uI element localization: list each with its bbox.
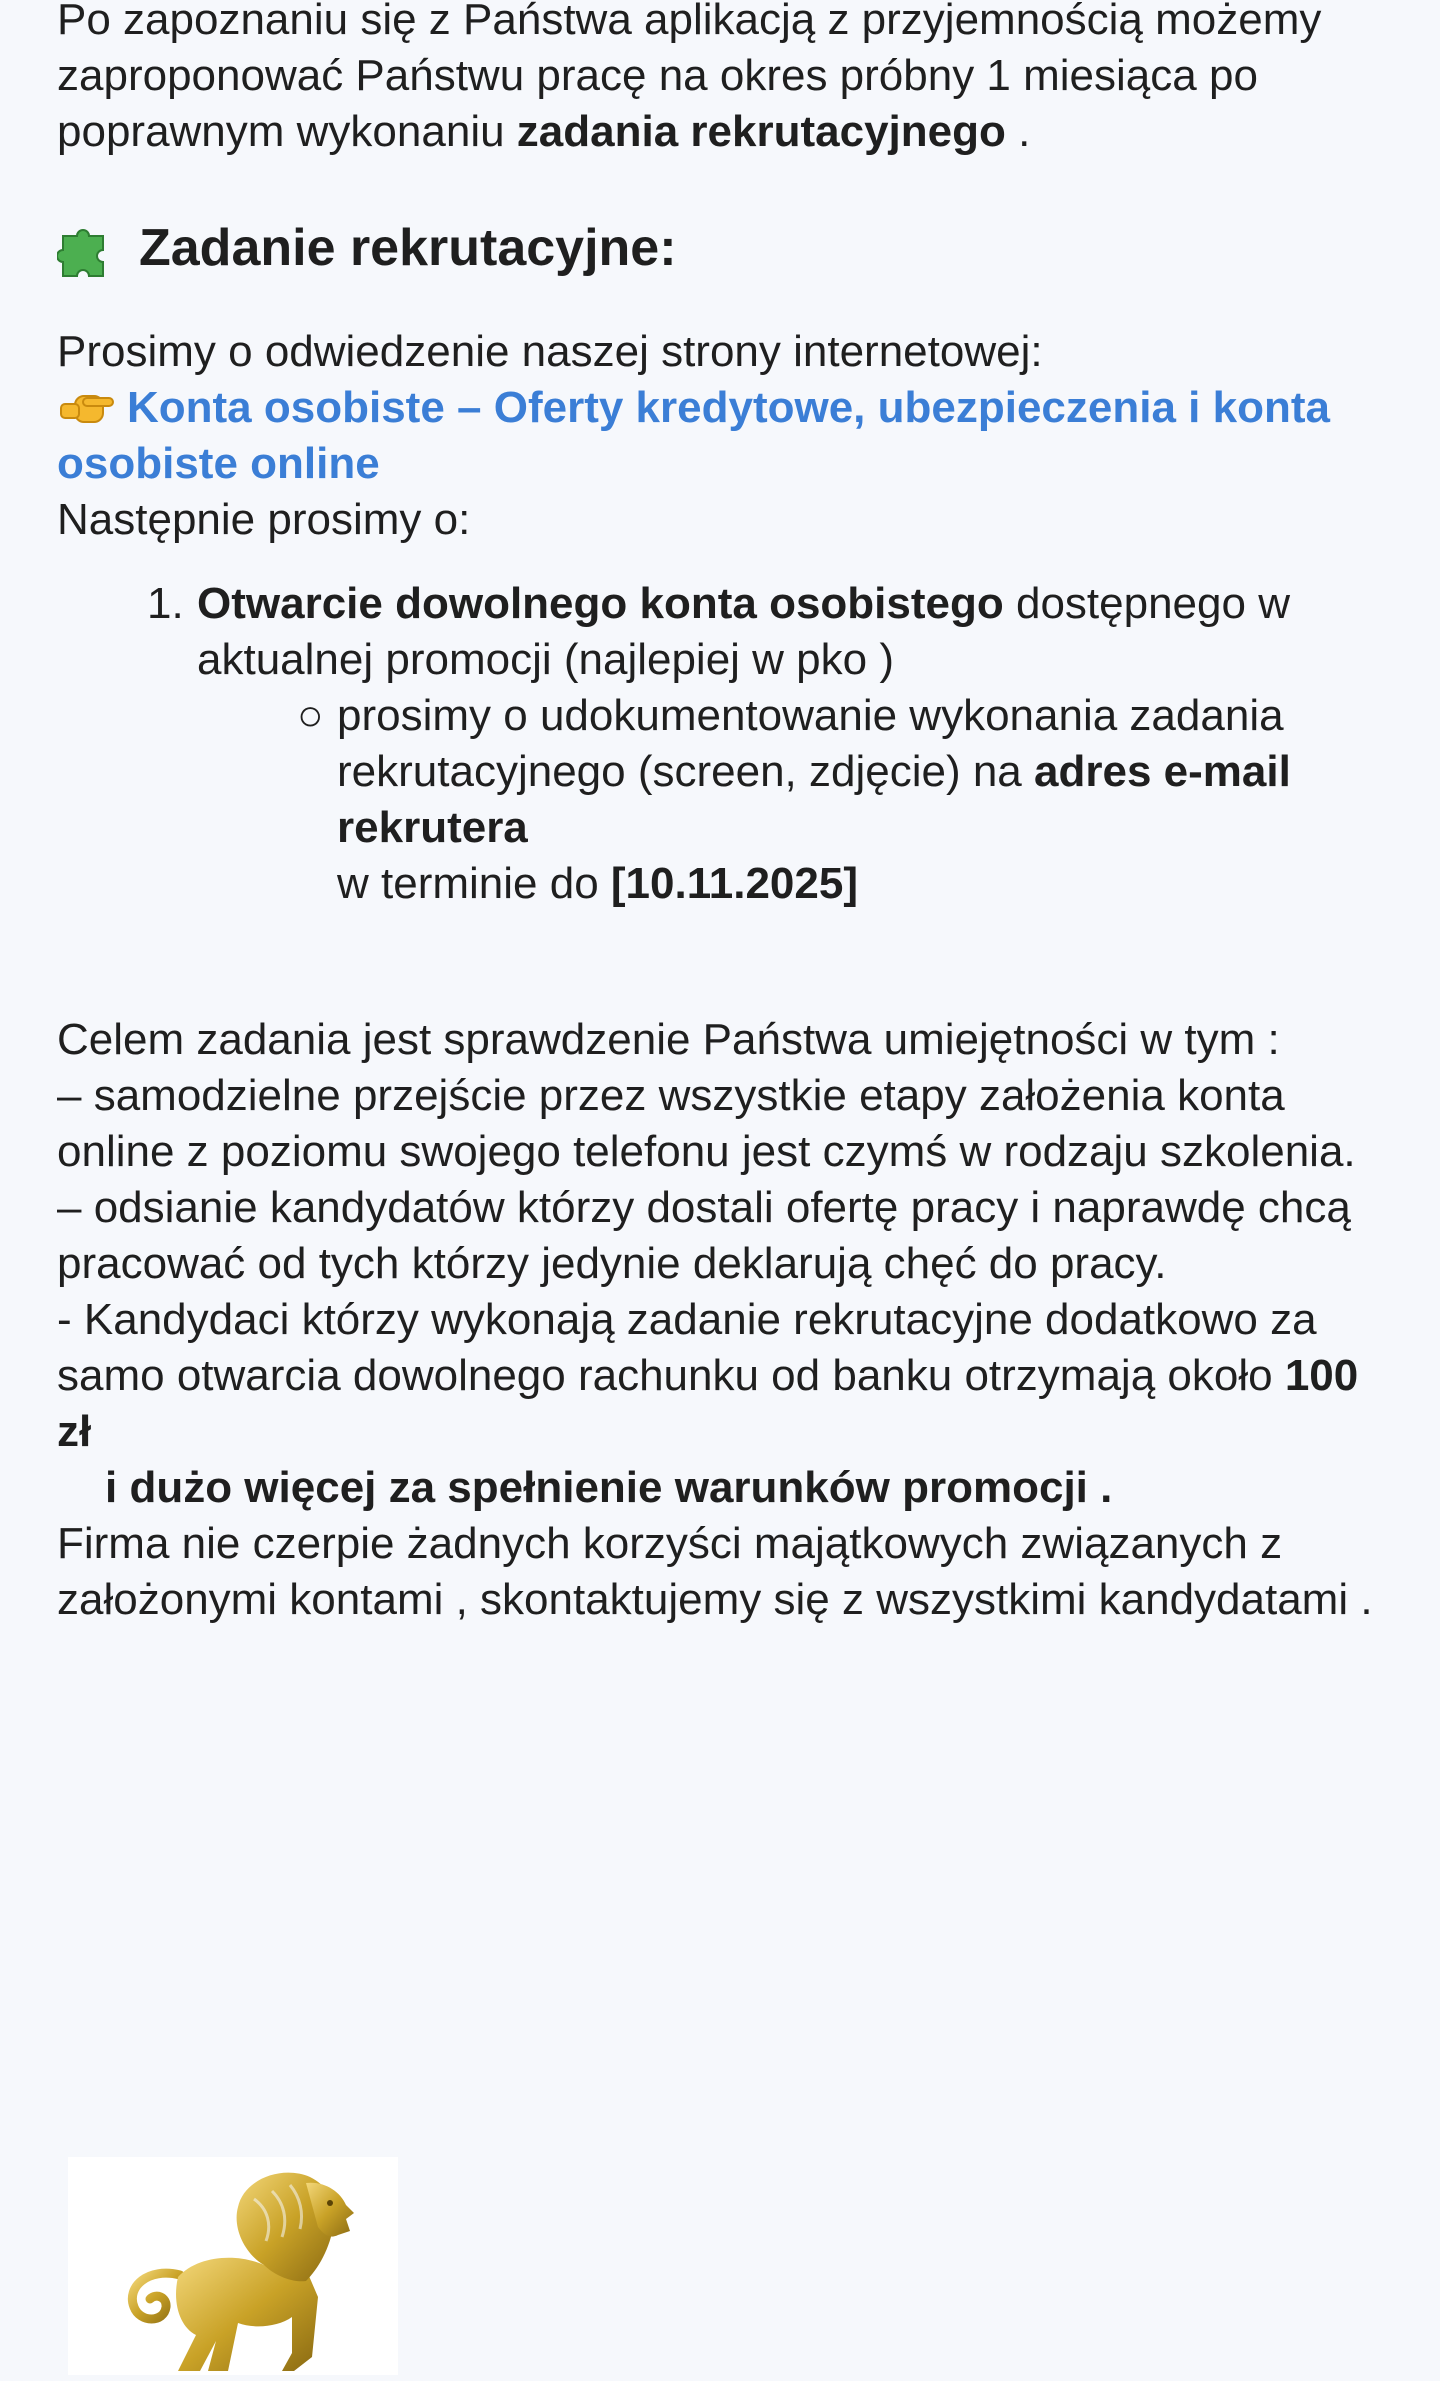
sub-item-bold: adres e-mail rekrutera bbox=[337, 747, 1291, 852]
intro-bold-text: zadania rekrutacyjnego bbox=[516, 107, 1006, 156]
goal-line-4-text: - Kandydaci którzy wykonają zadanie rekrutacyjne dodatkowo za samo otwarcia dowolnego rachunku od banku otrzymają około bbox=[57, 1295, 1317, 1400]
goal-line-2: – samodzielne przejście przez wszystkie etapy założenia konta online z poziomu swojego telefonu jest czymś w rodzaju szkolenia. bbox=[57, 1071, 1356, 1176]
bonus-amount: 100 zł bbox=[57, 1351, 1359, 1456]
puzzle-icon bbox=[57, 216, 121, 280]
goal-line-4 bbox=[57, 1292, 1387, 1460]
sub-list-item bbox=[337, 688, 1387, 912]
goal-bold-text: i dużo więcej za spełnienie warunków promocji . bbox=[105, 1463, 1113, 1512]
goal-bold-line bbox=[57, 1460, 1387, 1516]
sub-list bbox=[197, 688, 1387, 912]
visit-text: Prosimy o odwiedzenie naszej strony internetowej: bbox=[57, 327, 1043, 376]
intro-text: Po zapoznaniu się z Państwa aplikacją z przyjemnością możemy zaproponować Państwu pracę na okres próbny 1 miesiąca po poprawnym wykonaniu bbox=[57, 0, 1322, 156]
pointing-hand-icon bbox=[57, 384, 115, 428]
message-body bbox=[57, 0, 1387, 1628]
sub-list-bullet: ○ bbox=[297, 691, 324, 740]
website-link[interactable]: Konta osobiste – Oferty kredytowe, ubezpieczenia i konta osobiste online bbox=[57, 383, 1330, 488]
intro-paragraph bbox=[57, 0, 1387, 160]
task-heading bbox=[57, 216, 1387, 280]
goal-line-3: – odsianie kandydatów którzy dostali ofertę pracy i naprawdę chcą pracować od tych którzy jedynie deklarują chęć do pracy. bbox=[57, 1183, 1351, 1288]
link-line bbox=[57, 380, 1387, 492]
deadline-date: [10.11.2025] bbox=[610, 859, 858, 908]
list-item-bold: Otwarcie dowolnego konta osobistego bbox=[197, 579, 1004, 628]
next-text: Następnie prosimy o: bbox=[57, 495, 471, 544]
lion-logo bbox=[68, 2157, 398, 2375]
list-item-number: 1. bbox=[147, 579, 184, 628]
list-item-text: dostępnego w aktualnej promocji (najlepiej w pko ) bbox=[197, 579, 1290, 684]
list-item bbox=[197, 576, 1387, 688]
goal-section bbox=[57, 1012, 1387, 1628]
intro-text-end: . bbox=[1005, 107, 1031, 156]
sub-item-text: prosimy o udokumentowanie wykonania zadania rekrutacyjnego (screen, zdjęcie) na bbox=[337, 691, 1284, 796]
gold-lion-icon bbox=[68, 2157, 398, 2375]
goal-line-5: Firma nie czerpie żadnych korzyści majątkowych związanych z założonymi kontami , skontaktujemy się z wszystkimi kandydatami . bbox=[57, 1519, 1373, 1624]
deadline-text: w terminie do bbox=[337, 859, 611, 908]
goal-line-1: Celem zadania jest sprawdzenie Państwa umiejętności w tym : bbox=[57, 1015, 1280, 1064]
task-heading-text: Zadanie rekrutacyjne: bbox=[139, 219, 677, 277]
task-list bbox=[57, 576, 1387, 912]
